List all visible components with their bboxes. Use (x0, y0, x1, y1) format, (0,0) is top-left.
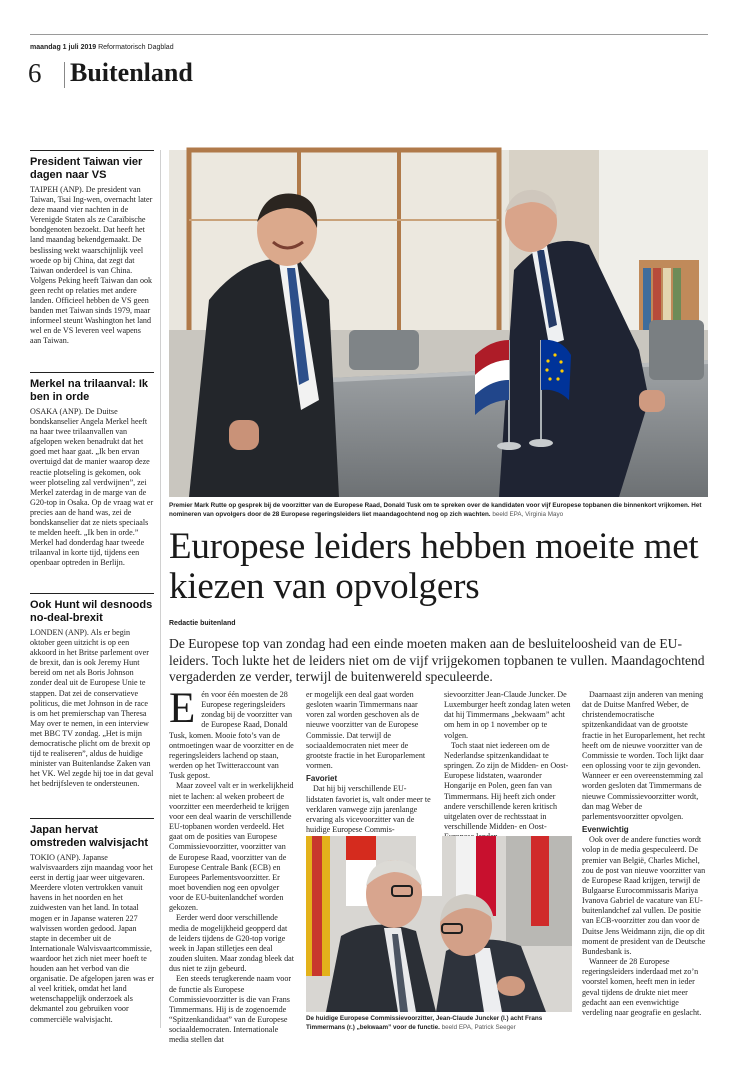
body-paragraph: sievoorzitter Jean-Claude Juncker. De Luxemburger heeft zondag laten weten dat hij Timmermans „bekwaam” acht om hem in op 1 november op te volgen. (444, 690, 571, 740)
brief-title: Merkel na trilaanval: Ik ben in orde (30, 378, 148, 403)
inset-photo-caption (306, 1015, 574, 1032)
main-photo-caption (169, 502, 708, 519)
caption-text: Premier Mark Rutte op gesprek bij de voorzitter van de Europese Raad, Donald Tusk om te spreken over de kandidaten voor vijf Europese topbanen die binnenkort vrijkomen. Het nomineren van opvolgers door de 28 Europese regeringsleiders liet maandagochtend nog op zich wachten. (169, 502, 702, 518)
main-photo (169, 150, 708, 497)
brief-taiwan (30, 150, 154, 368)
body-paragraph: Maar zoveel valt er in werkelijkheid niet te lachen: al weken probeert de voorzitter een meerderheid te krijgen voor een deal waarin de verschillende EU-topbanen worden verdeeld. Het gaat om de posities van Europese Commissievoorzitter, voorzitter van de Europese Raad, voorzitter van de Europese Centrale Bank (ECB) en Europees Parlementsvoorzitter. Er moet bovendien nog een opvolger voor de EU-buitenlandchef worden gekozen. (169, 781, 294, 913)
subheading-favoriet: Favoriet (306, 774, 338, 784)
body-paragraph: Eerder werd door verschillende media de mogelijkheid geopperd dat de leiders tijdens de G20-top vorige week in Japan stilletjes een deal zouden sluiten. Maar zondag bleek dat dus niet te zijn gebeurd. (169, 913, 294, 974)
body-paragraph: Dat hij bij verschillende EU-lidstaten favoriet is, valt onder meer te verklaren vanwege zijn jarenlange ervaring als vicevoorzitter van de huidige Europese Commis- (306, 784, 431, 835)
article-lead: De Europese top van zondag had een einde moeten maken aan de besluiteloosheid van de EU-leiders. Toch lukte het de leiders niet om de vijf vrijgekomen topbanen te vullen. Maandagochtend vergaderden ze verder, terwijl de buitenwereld speculeerde. (169, 636, 705, 685)
article-column-2 (306, 690, 432, 833)
publication-name: Reformatorisch Dagblad (98, 44, 174, 51)
article-column-4 (582, 690, 710, 1034)
brief-merkel (30, 372, 154, 586)
issue-date: maandag 1 juli 2019 (30, 44, 97, 51)
page-number-divider (64, 62, 65, 88)
body-paragraph: Toch staat niet iedereen om de Nederlandse spitzenkandidaat te springen. Zo zijn de Midden- en Oost-Europese lidstaten, waaronder Hongarije en Polen, geen fan van Timmermans. Hij heeft zich onder andere verschillende keren kritisch uitgelaten over de rechtsstaat in verschillende Midden- en Oost- (444, 740, 569, 832)
header-rule (30, 34, 708, 35)
section-title: Buitenland (70, 58, 193, 87)
dateline (30, 44, 174, 51)
brief-title: Japan hervat omstreden walvisjacht (30, 824, 148, 849)
column-divider (160, 150, 161, 1028)
body-paragraph: Een steeds terugkerende naam voor de functie als Europese Commissievoorzitter is die van Frans Timmermans. Hij is de zogenoemde “Spitzenkandidaat” van de Europese sociaaldemocraten. Internationale media stellen dat (169, 974, 292, 1045)
article-byline: Redactie buitenland (169, 620, 236, 627)
body-paragraph: Ook over de andere functies wordt volop in de media gespeculeerd. De premier van België, Charles Michel, zou de post van nieuwe voorzitter van de Europese Raad krijgen, terwijl de Bulgaarse Eurocommissaris Mariya Ivanova Gabriel de vacature van EU-buitenlandchef zal vullen. De positie van ECB-voorzitter zou dan voor de Duitse Jens Weidmann zijn, die op dit moment de president van de Deutsche Bundesbank is. (582, 835, 706, 956)
brief-japan (30, 818, 154, 1029)
drop-cap: E (169, 685, 196, 732)
inset-photo (306, 836, 572, 1012)
brief-title: President Taiwan vier dagen naar VS (30, 156, 143, 181)
body-paragraph: er mogelijk een deal gaat worden gesloten waarin Timmermans naar voren zal worden geschoven als de nieuwe voorzitter van de Europese Commissie. Dat terwijl de sociaaldemocraten niet meer de grootste fractie in het Europarlement vormen. (306, 690, 426, 771)
caption-text: De huidige Europese Commissievoorzitter, Jean-Claude Juncker (l.) acht Frans Timmermans (r.) „bekwaam” voor de functie. (306, 1015, 543, 1031)
brief-body: LONDEN (ANP). Als er begin oktober geen uitzicht is op een akkoord in het Britse parlement over de brexit, dan is ook Jeremy Hunt bereid om net als Boris Johnson zonder deal uit de Europese Unie te stappen. Dat zei de conservatieve politicus, die met Johnson in de race is om het premierschap van Theresa May over te nemen, in een interview met BBC TV zondag. „Het is mijn democratische plicht om de brexit op tijd te realiseren”, aldus de huidige minister van Buitenlandse Zaken van het VK. Wel zegde hij toe in dat geval het bedrijfsleven te ondersteunen. (30, 628, 154, 789)
photo-credit: beeld EPA, Virginia Mayo (492, 510, 564, 518)
brief-body: OSAKA (ANP). De Duitse bondskanselier Angela Merkel heeft na haar twee trilaanvallen van afgelopen weken benadrukt dat het goed met haar gaat. „Ik ben ervan overtuigd dat de manier waarop deze reactie plotseling is gekomen, ook weer plotseling zal verdwijnen”, zei Merkel zaterdag in de marge van de G20-top in Osaka. Op de vraag wat er precies aan de hand was, zei de bondskanselier dat ze niets speciaals te melden heeft. „Ik ben in orde.” Merkel had donderdag haar tweede trilaanval in korte tijd, tijdens een openbaar optreden in Berlijn. (30, 407, 154, 568)
page-number: 6 (28, 58, 42, 88)
article-headline: Europese leiders hebben moeite met kiezen van opvolgers (169, 526, 699, 607)
brief-body: TOKIO (ANP). Japanse walvisvaarders zijn maandag voor het eerst in dertig jaar weer uitgevaren. Meerdere vloten vertrokken vanuit havens in het noorden en het zuidwesten van het land. In totaal mogen er in Japanse wateren 227 walvissen worden gedood. Japan stapte in december uit de Internationale Walvisvaartcommissie, waardoor het zich niet meer hoeft te houden aan het verbod van die organisatie. De afgelopen jaren was er al veel kritiek, omdat het land wetenschappelijk onderzoek als dekmantel zou gebruiken voor commerciële walvisjacht. (30, 853, 154, 1024)
article-column-3 (444, 690, 572, 833)
body-paragraph: én voor één moesten de 28 Europese regeringsleiders zondag bij de voorzitter van de Europese Raad, Donald Tusk, komen. Mooie foto’s van de ontmoetingen waar de voorzitter en de regeringsleiders lachend op staan, werden op het Twitteraccount van Tusk gepost. (169, 690, 294, 781)
photo-credit: beeld EPA, Patrick Seeger (441, 1023, 516, 1031)
body-paragraph: Daarnaast zijn anderen van mening dat de Duitse Manfred Weber, de christendemocratische spitzenkandidaat van de grootste fractie in het Europarlement, het recht heeft om de nieuwe voorzitter van de Commissie te worden. Toch lijkt daar een oplossing voor te zijn gevonden. Wanneer er een overeenstemming zal worden gesloten dat Timmermans de nieuwe Commissievoorzitter wordt, dan mag Weber de parlementsvoorzitter opvolgen. (582, 690, 706, 821)
body-paragraph: Wanneer de 28 Europese regeringsleiders inderdaad met zo’n voorstel komen, heeft men in ieder geval tijdens de drukte niet meer gedacht aan een evenwichtige verdeling naar geografie en geslacht. (582, 957, 702, 1017)
subheading-evenwichtig: Evenwichtig (582, 825, 629, 835)
brief-body: TAIPEH (ANP). De president van Taiwan, Tsai Ing-wen, overnacht later deze maand vier nachten in de Verenigde Staten als ze Caraïbische bondgenoten bezoekt. Dat heeft het land maandag bekendgemaakt. De beslissing wekt waarschijnlijk veel woede op bij China, dat zegt dat Taiwan onderdeel is van China. Volgens Peking heeft Taiwan dan ook geen recht op relaties met andere landen. Officieel hebben de VS geen banden met Taiwan sinds 1979, maar informeel steunt Washington het land wel en de VS leveren veel wapens aan Taiwan. (30, 185, 153, 346)
article-column-1 (169, 685, 295, 1045)
brief-hunt (30, 593, 154, 812)
brief-title: Ook Hunt wil desnoods no-deal-brexit (30, 599, 153, 624)
